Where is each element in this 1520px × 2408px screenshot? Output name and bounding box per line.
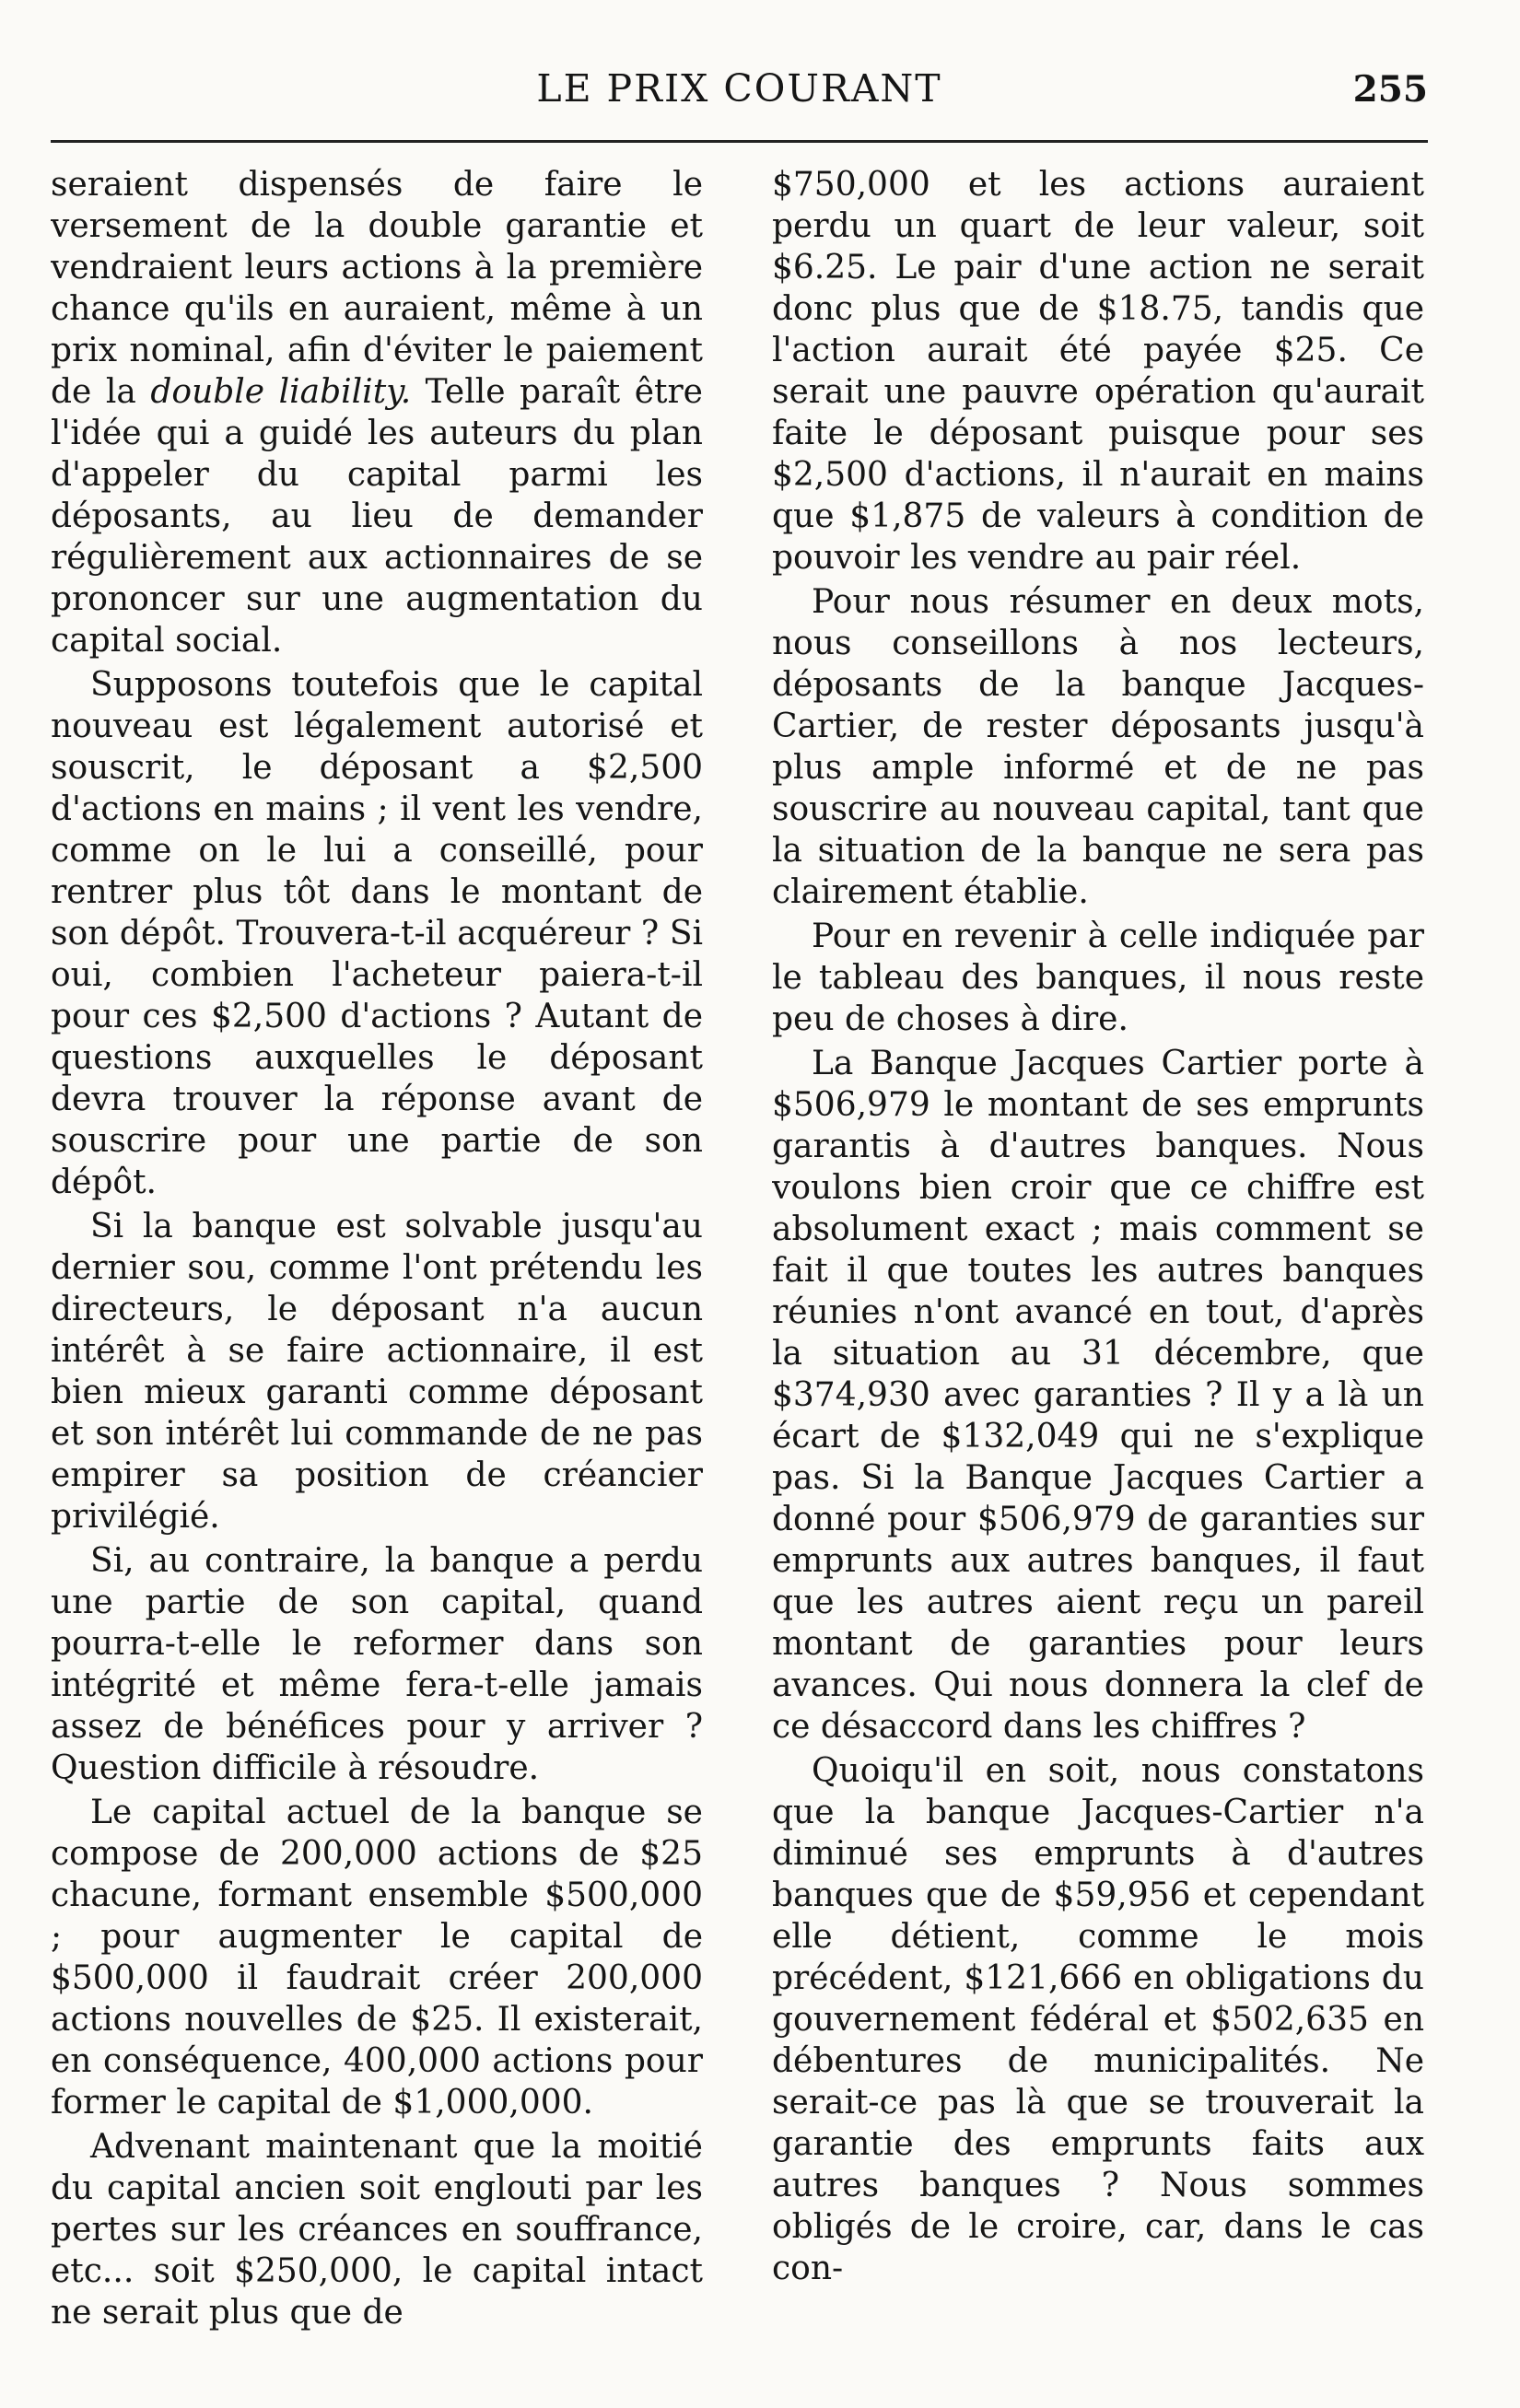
paragraph: Pour en revenir à celle indiquée par le tableau des banques, il nous reste peu de choses à dire. <box>772 918 1424 1038</box>
paragraph: Quoiqu'il en soit, nous constatons que la banque Jacques-Cartier n'a diminué ses emprunts à d'autres banques que de $59,956 et cependant elle détient, comme le mois précédent, $121,666 en obligations du gouvernement fédéral et $502,635 en débentures de municipalités. Ne serait-ce pas là que se trouverait la garantie des emprunts faits aux autres banques ? Nous sommes obligés de le croire, car, dans le cas con- <box>772 1752 1424 2287</box>
paragraph: Si la banque est solvable jusqu'au dernier sou, comme l'ont prétendu les directeurs, le déposant n'a aucun intérêt à se faire actionnaire, il est bien mieux garanti comme déposant et son intérêt lui commande de ne pas empirer sa position de créancier privilégié. <box>51 1208 703 1536</box>
italic-term: double liability. <box>150 373 412 411</box>
header-rule <box>51 140 1428 143</box>
paragraph: Le capital actuel de la banque se compose de 200,000 actions de $25 chacune, formant ensemble $500,000 ; pour augmenter le capital de $500,000 il faudrait créer 200,000 actions nouvelles de $25. Il existerait, en conséquence, 400,000 actions pour former le capital de $1,000,000. <box>51 1794 703 2122</box>
right-column <box>772 164 1424 2393</box>
paragraph: Supposons toutefois que le capital nouveau est légalement autorisé et souscrit, le déposant a $2,500 d'actions en mains ; il vent les vendre, comme on le lui a conseillé, pour rentrer plus tôt dans le montant de son dépôt. Trouvera-t-il acquéreur ? Si oui, combien l'acheteur paiera-t-il pour ces $2,500 d'actions ? Autant de questions auxquelles le déposant devra trouver la réponse avant de souscrire pour une partie de son dépôt. <box>51 666 703 1201</box>
page-header <box>51 66 1428 140</box>
paragraph-text: Telle paraît être l'idée qui a guidé les auteurs du plan d'appeler du capital parmi les déposants, au lieu de demander régulièrement aux actionnaires de se prononcer sur une augmentation du capital social. <box>51 373 703 660</box>
left-column <box>51 164 703 2393</box>
paragraph: La Banque Jacques Cartier porte à $506,979 le montant de ses emprunts garantis à d'autres banques. Nous voulons bien croir que ce chiffre est absolument exact ; mais comment se fait il que toutes les autres banques réunies n'ont avancé en tout, d'après la situation au 31 décembre, que $374,930 avec garanties ? Il y a là un écart de $132,049 qui ne s'explique pas. Si la Banque Jacques Cartier a donné pour $506,979 de garanties sur emprunts aux autres banques, il faut que les autres aient reçu un pareil montant de garanties pour leurs avances. Qui nous donnera la clef de ce désaccord dans les chiffres ? <box>772 1045 1424 1746</box>
paragraph: Advenant maintenant que la moitié du capital ancien soit englouti par les pertes sur les créances en souffrance, etc... soit $250,000, le capital intact ne serait plus que de <box>51 2128 703 2332</box>
paragraph: Si, au contraire, la banque a perdu une partie de son capital, quand pourra-t-elle le reformer dans son intégrité et même fera-t-elle jamais assez de bénéfices pour y arriver ? Question difficile à résoudre. <box>51 1542 703 1787</box>
running-title: LE PRIX COURANT <box>536 66 942 111</box>
paragraph <box>51 164 703 661</box>
paragraph: $750,000 et les actions auraient perdu un quart de leur valeur, soit $6.25. Le pair d'une action ne serait donc plus que de $18.75, tandis que l'action aurait été payée $25. Ce serait une pauvre opération qu'aurait faite le déposant puisque pour ses $2,500 d'actions, il n'aurait en mains que $1,875 de valeurs à condition de pouvoir les vendre au pair réel. <box>772 166 1424 577</box>
page-number: 255 <box>1352 68 1428 111</box>
paragraph: Pour nous résumer en deux mots, nous conseillons à nos lecteurs, déposants de la banque Jacques-Cartier, de rester déposants jusqu'à plus ample informé et de ne pas souscrire au nouveau capital, tant que la situation de la banque ne sera pas clairement établie. <box>772 583 1424 911</box>
paragraph-text: seraient dispensés de faire le versement de la double garantie et vendraient leurs actions à la première chance qu'ils en auraient, même à un prix nominal, afin d'éviter le paiement de la <box>51 166 703 411</box>
